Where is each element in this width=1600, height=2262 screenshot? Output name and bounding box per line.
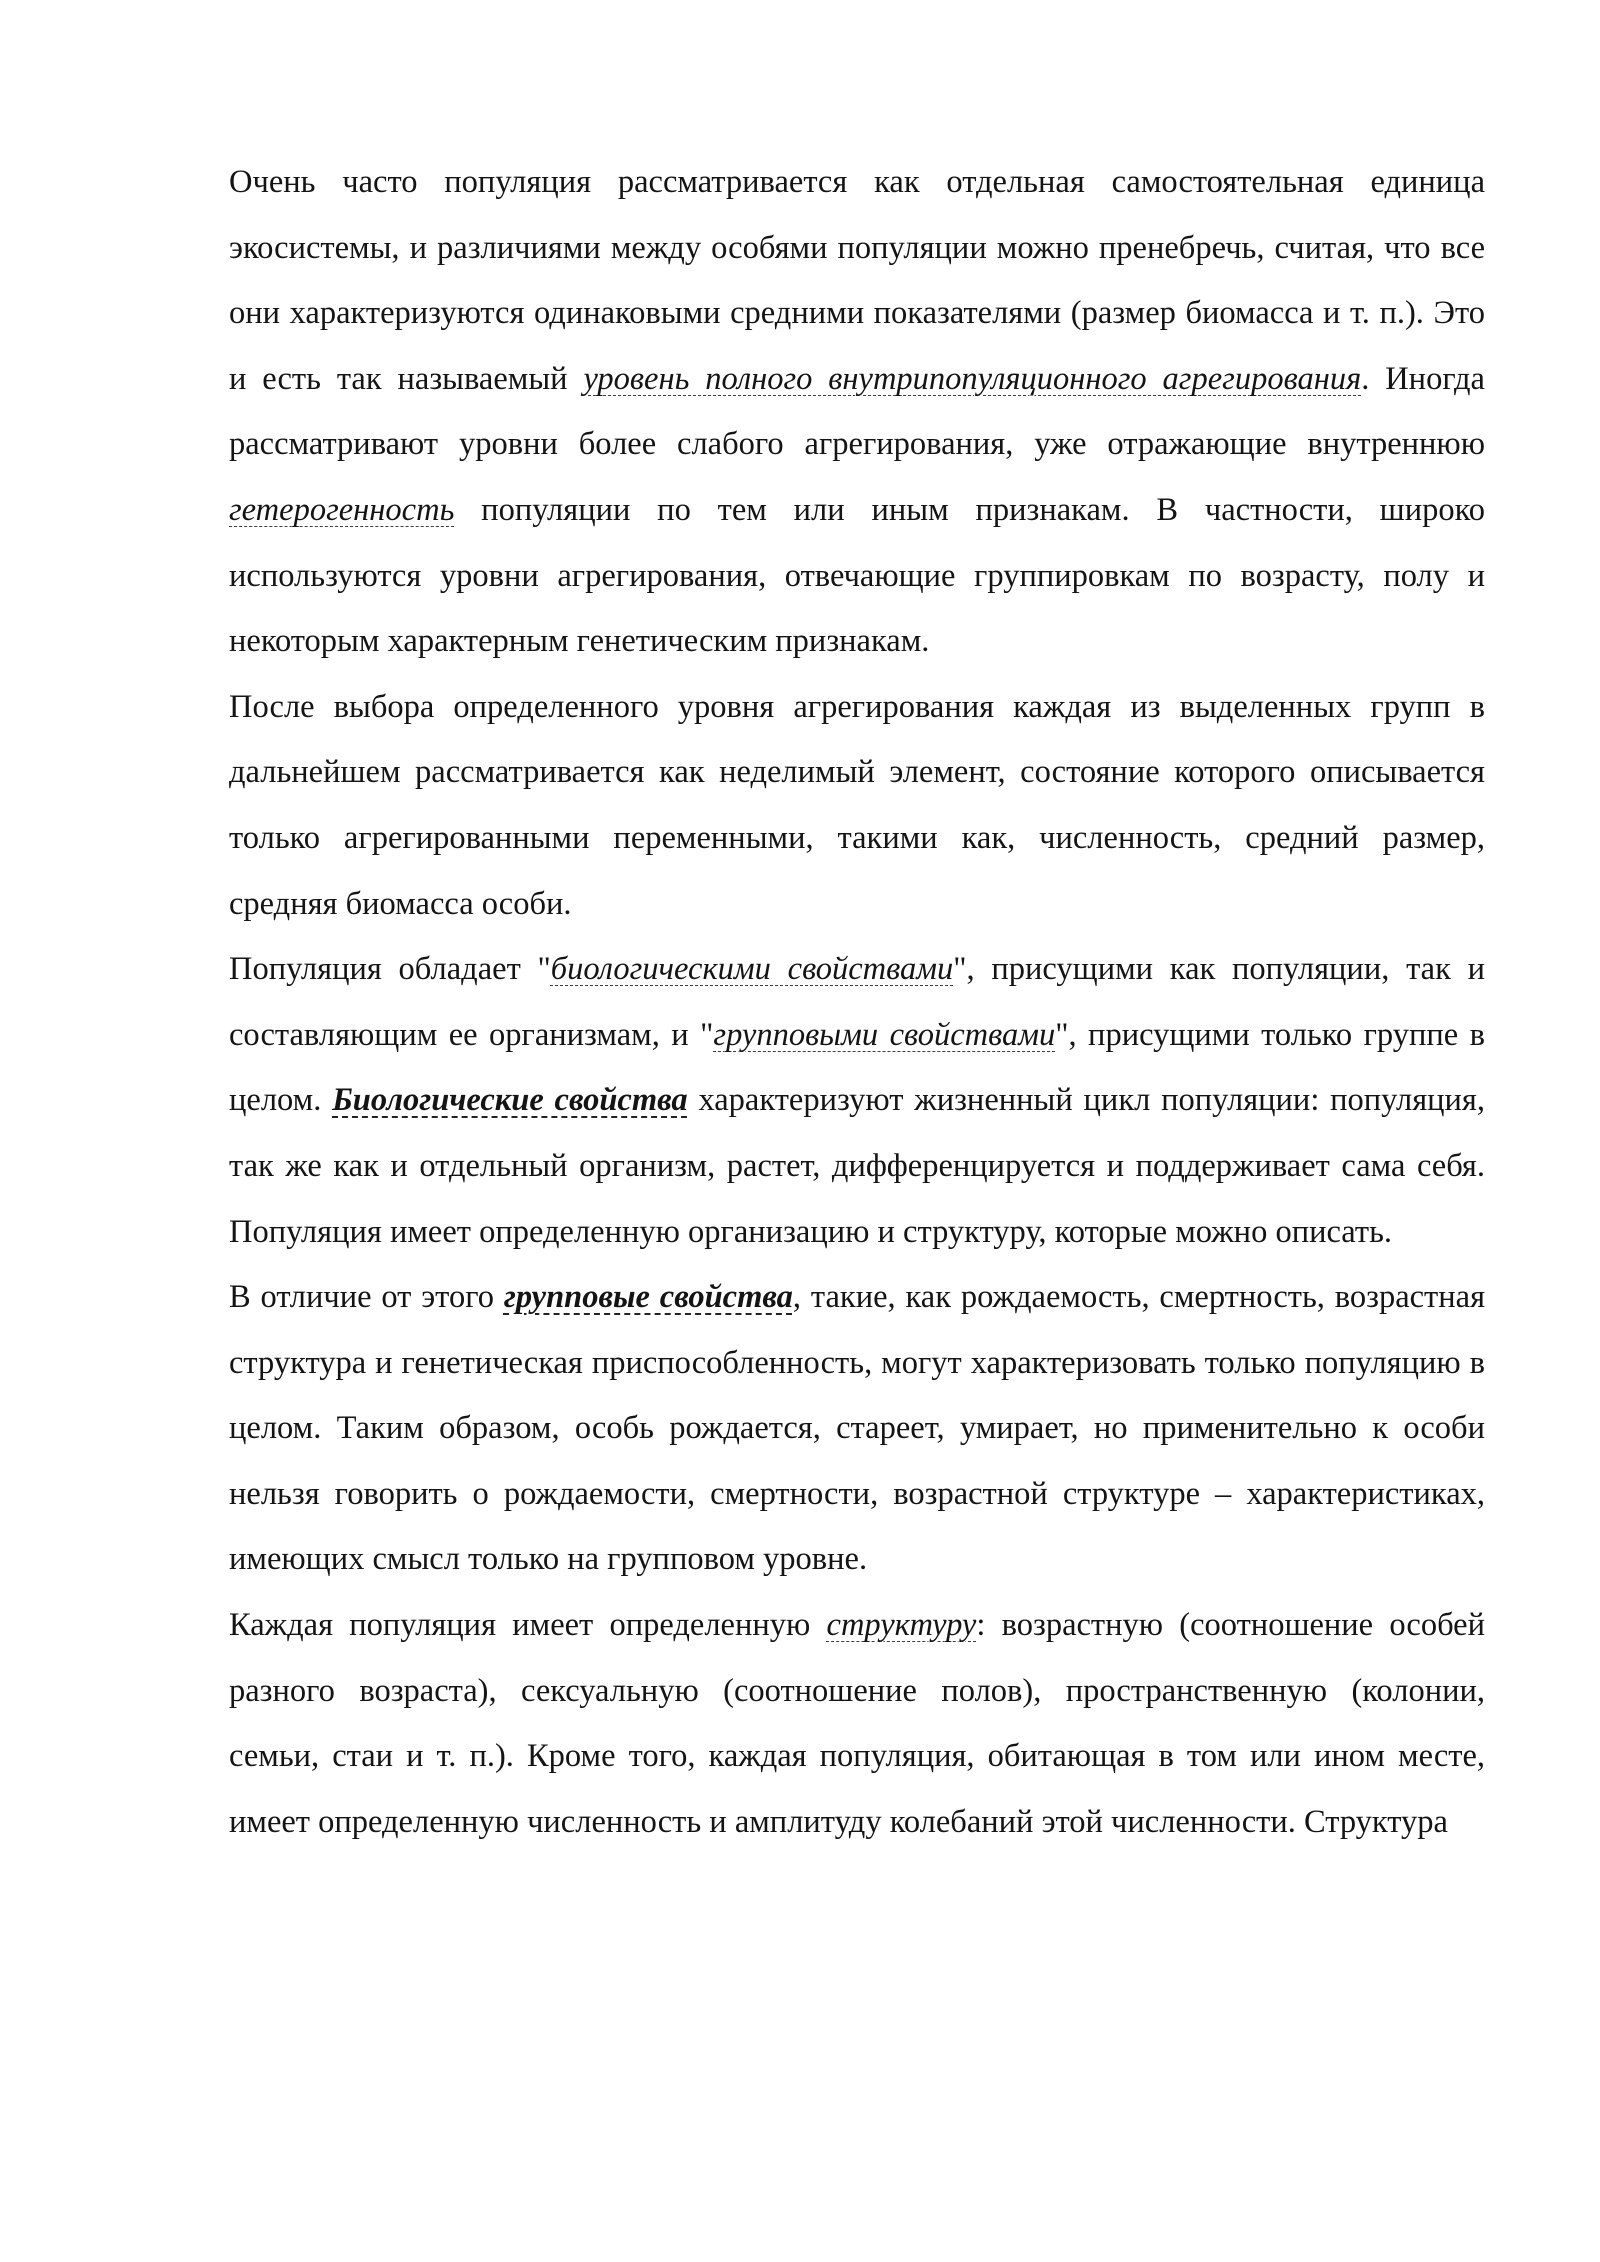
- glossary-term-link: структуру: [826, 1607, 977, 1644]
- paragraph: [229, 1265, 1485, 1593]
- glossary-term-link: гетерогенность: [229, 491, 455, 528]
- document-body: [229, 150, 1485, 1855]
- paragraph: [229, 675, 1485, 937]
- paragraph-text: характеризуют жизненный цикл популяции: популяция, так же как и отдельный организм, растет, дифференцируется и поддерживает сама себя. Популяция имеет определенную организацию и структуру, которые можно описать.: [229, 1082, 1486, 1250]
- paragraph-text: Каждая популяция имеет определенную: [229, 1607, 827, 1644]
- glossary-term-link: уровень полного внутрипопуляционного агрегирования: [583, 360, 1362, 397]
- paragraph-text: Очень часто популяция рассматривается как отдельная самостоятельная единица экосистемы, и различиями между особями популяции можно пренебречь, считая, что все они характеризуются одинаковыми средними показателями (размер биомасса и т. п.). Это и есть так называемый: [229, 164, 1485, 397]
- paragraph-text: : возрастную (соотношение особей разного возраста), сексуальную (соотношение полов), пространственную (колонии, семьи, стаи и т. п.). Кроме того, каждая популяция, обитающая в том или ином месте, имеет определенную численность и амплитуду колебаний этой численности. Структура: [229, 1607, 1485, 1840]
- glossary-term-link-bold: Биологические свойства: [332, 1082, 688, 1119]
- paragraph: [229, 150, 1485, 675]
- paragraph-text: ", присущими как популяции, так и составляющим ее организмам, и ": [229, 951, 1486, 1053]
- paragraph-text: популяции по тем или иным признакам. В частности, широко используются уровни агрегирования, отвечающие группировкам по возрасту, полу и некоторым характерным генетическим признакам.: [229, 491, 1485, 660]
- glossary-term-link-bold: групповые свойства: [503, 1279, 793, 1316]
- paragraph: [229, 1593, 1485, 1855]
- paragraph-text: В отличие от этого: [229, 1279, 504, 1316]
- glossary-term-link: групповыми свойствами: [713, 1016, 1056, 1053]
- paragraph-text: После выбора определенного уровня агрегирования каждая из выделенных групп в дальнейшем рассматривается как неделимый элемент, состояние которого описывается только агрегированными переменными, такими как, численность, средний размер, средняя биомасса особи.: [229, 688, 1485, 922]
- glossary-term-link: биологическими свойствами: [550, 951, 954, 988]
- paragraph-text: ", присущими только группе в целом.: [229, 1016, 1485, 1119]
- paragraph-text: , такие, как рождаемость, смертность, возрастная структура и генетическая приспособленность, могут характеризовать только популяцию в целом. Таким образом, особь рождается, стареет, умирает, но применительно к особи нельзя говорить о рождаемости, смертности, возрастной структуре – характеристиках, имеющих смысл только на групповом уровне.: [229, 1279, 1486, 1578]
- paragraph: [229, 937, 1485, 1265]
- paragraph-text: Популяция обладает ": [229, 951, 551, 988]
- paragraph-text: . Иногда рассматривают уровни более слабого агрегирования, уже отражающие внутреннюю: [229, 360, 1485, 463]
